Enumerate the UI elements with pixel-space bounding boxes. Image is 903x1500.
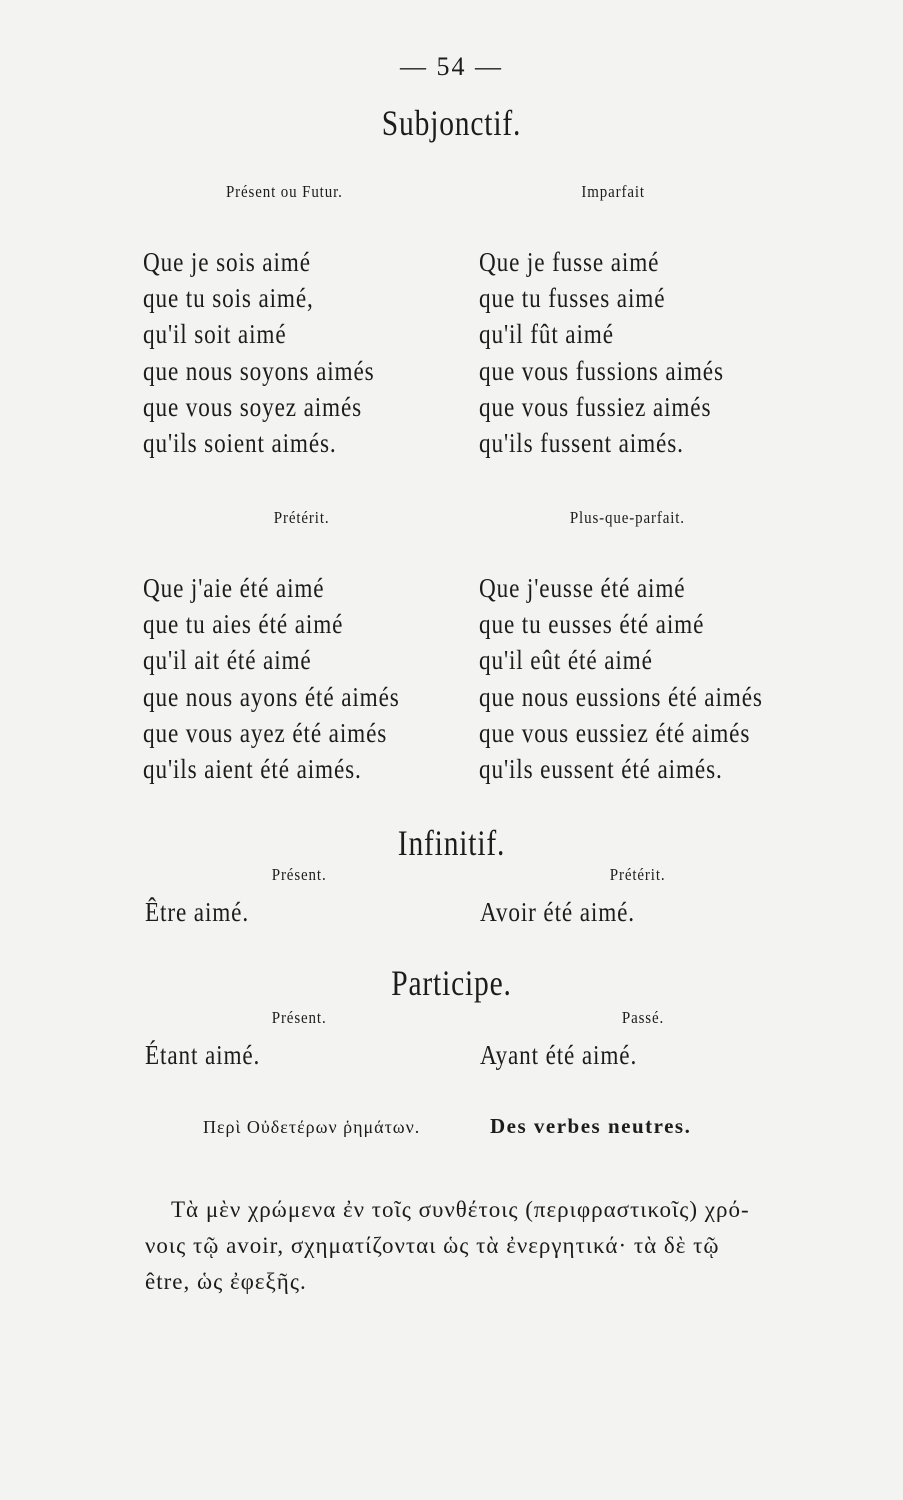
preterit-heading: Prétérit. [273, 508, 330, 527]
conjugation-line: que vous eussiez été aimés [479, 717, 751, 748]
plus-que-parfait-heading: Plus-que-parfait. [569, 508, 685, 527]
french-section-heading: Des verbes neutres. [490, 1114, 692, 1138]
conjugation-line: que tu eusses été aimé [479, 609, 705, 640]
preterit-conjugation [143, 570, 400, 787]
conjugation-line: que nous ayons été aimés [143, 681, 400, 712]
conjugation-line: qu'ils eussent été aimés. [479, 753, 723, 784]
infinitif-preterit-form: Avoir été aimé. [480, 897, 635, 927]
participe-title: Participe. [391, 963, 512, 1003]
infinitif-present-form: Être aimé. [145, 897, 250, 927]
infinitif-title: Infinitif. [397, 823, 506, 863]
conjugation-line: qu'il ait été aimé [143, 645, 312, 676]
conjugation-line: que vous ayez été aimés [143, 717, 388, 748]
infinitif-present-heading: Présent. [271, 865, 327, 884]
plus-que-parfait-conjugation [479, 570, 763, 787]
participe-passe-form: Ayant été aimé. [480, 1040, 638, 1070]
conjugation-line: que tu fusses aimé [479, 283, 666, 314]
conjugation-line: que nous soyons aimés [143, 355, 375, 386]
conjugation-line: que tu aies été aimé [143, 609, 344, 640]
paragraph-line-2: νοις τῷ avoir, σχηματίζονται ὡς τὰ ἐνεργητικά· τὰ δὲ τῷ [145, 1233, 720, 1258]
present-conjugation [143, 244, 375, 461]
conjugation-line: Que j'aie été aimé [143, 573, 325, 603]
participe-present-form: Étant aimé. [145, 1040, 261, 1070]
conjugation-line: que vous fussions aimés [479, 355, 724, 386]
page-number: — 54 — [400, 52, 503, 81]
conjugation-line: que vous soyez aimés [143, 391, 363, 422]
participe-present-heading: Présent. [271, 1008, 327, 1027]
conjugation-line: Que j'eusse été aimé [479, 573, 686, 603]
conjugation-line: qu'il fût aimé [479, 319, 614, 350]
paragraph-line-3: être, ὡς ἐφεξῆς. [145, 1269, 307, 1294]
subjonctif-title: Subjonctif. [381, 103, 522, 143]
conjugation-line: que nous eussions été aimés [479, 681, 763, 712]
conjugation-line: qu'ils soient aimés. [143, 427, 337, 458]
conjugation-line: qu'ils fussent aimés. [479, 427, 684, 458]
conjugation-line: Que je fusse aimé [479, 247, 660, 277]
infinitif-preterit-heading: Prétérit. [609, 865, 666, 884]
conjugation-line: qu'ils aient été aimés. [143, 753, 362, 784]
greek-section-heading: Περὶ Οὐδετέρων ῥημάτων. [203, 1117, 421, 1137]
present-futur-heading: Présent ou Futur. [225, 182, 343, 201]
imparfait-conjugation [479, 244, 724, 461]
conjugation-line: qu'il eût été aimé [479, 645, 653, 676]
participe-passe-heading: Passé. [621, 1008, 665, 1027]
paragraph-line-1: Τὰ μὲν χρώμενα ἐν τοῖς συνθέτοις (περιφραστικοῖς) χρό- [171, 1197, 750, 1222]
conjugation-line: que vous fussiez aimés [479, 391, 712, 422]
conjugation-line: qu'il soit aimé [143, 319, 287, 350]
conjugation-line: Que je sois aimé [143, 247, 311, 277]
imparfait-heading: Imparfait [581, 182, 645, 201]
conjugation-line: que tu sois aimé, [143, 283, 314, 314]
